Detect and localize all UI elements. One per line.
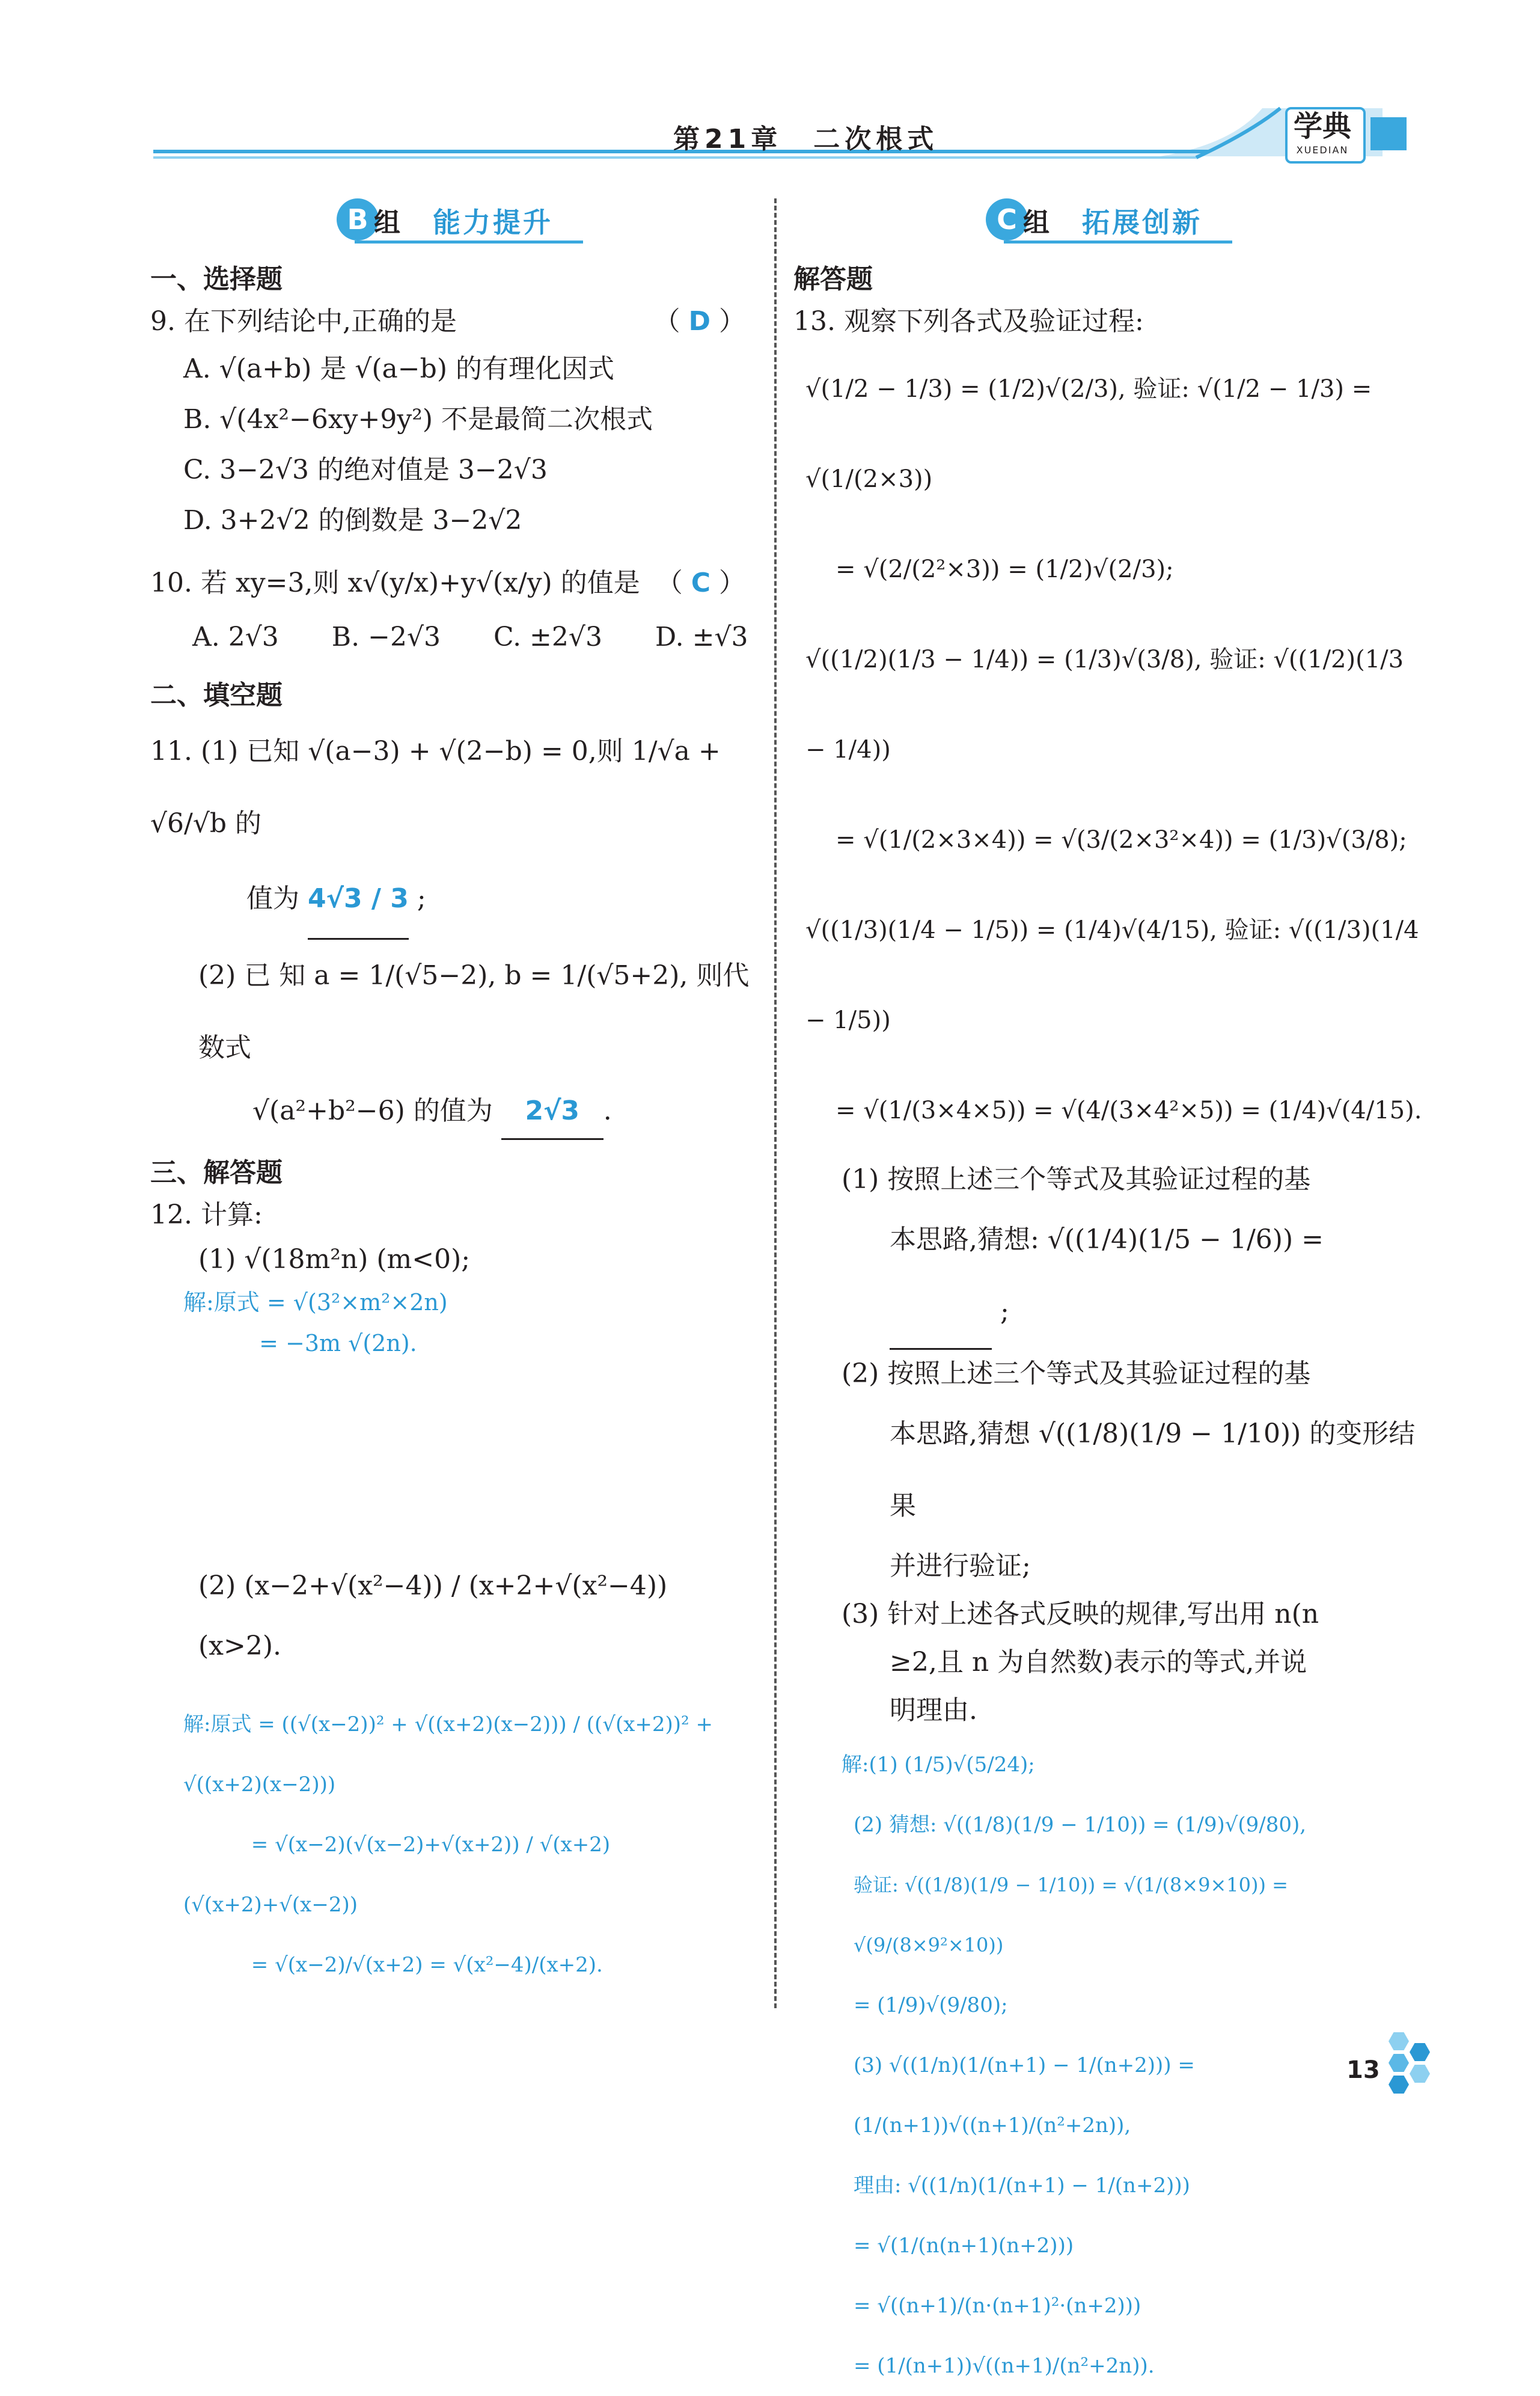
q13-solution-4: = (1/9)√(9/80); <box>854 1993 1008 2017</box>
logo-cn: 学典 <box>1293 109 1351 143</box>
q13-eq-3: √((1/2)(1/3 − 1/4)) = (1/3)√(3/8), 验证: √((1/2)(1/3 − 1/4)) <box>805 646 1404 764</box>
q11-part2-value: √(a²+b²−6) 的值为 2√3 . <box>150 1084 757 1140</box>
q11-part1-value: 值为 4√3 / 3 ; <box>150 860 757 940</box>
q13-sub1-guess-text: 本思路,猜想: √((1/4)(1/5 − 1/6)) = <box>890 1224 1324 1255</box>
q13-eq-2: = √(2/(2²×3)) = (1/2)√(2/3); <box>836 556 1174 583</box>
group-zu: 组 <box>374 207 400 238</box>
q13-solution-6: 理由: √((1/n)(1/(n+1) − 1/(n+2))) <box>854 2174 1190 2198</box>
q12-part1: (1) √(18m²n) (m<0); <box>198 1244 471 1275</box>
chapter-title: 第21章 二次根式 <box>673 124 939 155</box>
q9-answer-bracket: （ D ） <box>653 306 745 337</box>
q13-solution-8: = √((n+1)/(n·(n+1)²·(n+2))) <box>854 2294 1141 2318</box>
q13-text: 13. 观察下列各式及验证过程: <box>793 306 1144 337</box>
left-column <box>150 198 757 1995</box>
group-letter-badge: C <box>986 198 1028 241</box>
brand-logo <box>1283 108 1361 174</box>
q10-text: 10. 若 xy=3,则 x√(y/x)+y√(x/y) 的值是 <box>150 568 640 598</box>
section-solve: 解答题 <box>793 264 873 295</box>
q9-answer: D <box>688 306 710 337</box>
q11-part2-label: √(a²+b²−6) 的值为 <box>252 1095 493 1126</box>
question-10 <box>150 554 757 612</box>
q10-options: A. 2√3 B. −2√3 C. ±2√3 D. ±√3 <box>192 622 748 652</box>
q9-option-a: A. √(a+b) 是 √(a−b) 的有理化因式 <box>183 354 614 384</box>
group-letter-badge: B <box>337 198 379 241</box>
q10-answer: C <box>691 568 710 598</box>
question-9 <box>150 299 757 344</box>
q11-part2: (2) 已 知 a = 1/(√5−2), b = 1/(√5+2), 则代数式 <box>198 960 750 1063</box>
q12-part2-solution-line3: = √(x−2)/√(x+2) = √(x²−4)/(x+2). <box>183 1953 603 1977</box>
q13-eq-1: √(1/2 − 1/3) = (1/2)√(2/3), 验证: √(1/2 − 1/3) = √(1/(2×3)) <box>805 375 1372 493</box>
q11-part2-answer: 2√3 <box>501 1084 603 1140</box>
q12-part2-solution-line1: 解:原式 = ((√(x−2))² + √((x+2)(x−2))) / ((√(x+2))² + √((x+2)(x−2))) <box>183 1712 713 1797</box>
q13-sub3-line3: 明理由. <box>890 1695 977 1726</box>
q9-option-d: D. 3+2√2 的倒数是 3−2√2 <box>183 505 522 536</box>
section-choice: 一、选择题 <box>150 264 283 295</box>
right-column <box>793 198 1425 2396</box>
q11-part1-answer: 4√3 / 3 <box>308 860 409 940</box>
column-divider <box>774 198 777 2008</box>
q10-answer-bracket: （ C ） <box>656 568 745 598</box>
group-underline <box>355 241 583 244</box>
group-underline <box>1004 241 1232 244</box>
q13-solution-5: (3) √((1/n)(1/(n+1) − 1/(n+2))) = (1/(n+1))√((n+1)/(n²+2n)), <box>854 2053 1195 2137</box>
q13-eq-5: √((1/3)(1/4 − 1/5)) = (1/4)√(4/15), 验证: √((1/3)(1/4 − 1/5)) <box>805 916 1419 1034</box>
q13-sub1: (1) 按照上述三个等式及其验证过程的基 <box>842 1164 1311 1195</box>
q13-sub2-verify: 并进行验证; <box>890 1551 1031 1581</box>
page-header <box>0 0 1540 180</box>
q9-option-b: B. √(4x²−6xy+9y²) 不是最简二次根式 <box>183 404 653 435</box>
q13-sub1-blank <box>890 1276 992 1350</box>
q13-solution-7: = √(1/(n(n+1)(n+2))) <box>854 2234 1074 2258</box>
q12-text: 12. 计算: <box>150 1200 263 1230</box>
q13-sub3: (3) 针对上述各式反映的规律,写出用 n(n <box>842 1599 1319 1629</box>
q13-solution-1: 解:(1) (1/5)√(5/24); <box>842 1753 1035 1777</box>
q9-option-c: C. 3−2√3 的绝对值是 3−2√3 <box>183 455 548 485</box>
q11-part1: 11. (1) 已知 √(a−3) + √(2−b) = 0,则 1/√a + √6/√b 的 <box>150 736 721 839</box>
section-solve: 三、解答题 <box>150 1157 283 1188</box>
q13-sub2: (2) 按照上述三个等式及其验证过程的基 <box>842 1358 1311 1389</box>
group-b-heading <box>337 198 757 247</box>
q12-part2-solution-line2: = √(x−2)(√(x−2)+√(x+2)) / √(x+2)(√(x+2)+√(x−2)) <box>183 1833 611 1917</box>
group-zu: 组 <box>1023 207 1050 238</box>
q13-sub1-guess: 本思路,猜想: √((1/4)(1/5 − 1/6)) = ; <box>793 1204 1425 1350</box>
group-title: 拓展创新 <box>1082 206 1202 239</box>
q12-part1-solution-line1: 解:原式 = √(3²×m²×2n) <box>183 1289 448 1316</box>
section-fill: 二、填空题 <box>150 680 283 711</box>
q11-part1-label: 值为 <box>246 883 299 914</box>
q13-eq-6: = √(1/(3×4×5)) = √(4/(3×4²×5)) = (1/4)√(4/15). <box>836 1097 1422 1124</box>
q9-text: 9. 在下列结论中,正确的是 <box>150 306 457 337</box>
group-title: 能力提升 <box>433 206 553 239</box>
logo-en: XUEDIAN <box>1296 144 1349 156</box>
q13-sub3-line2: ≥2,且 n 为自然数)表示的等式,并说 <box>890 1647 1307 1678</box>
q13-solution-2: (2) 猜想: √((1/8)(1/9 − 1/10)) = (1/9)√(9/80), <box>854 1813 1307 1837</box>
q13-sub2-guess: 本思路,猜想 √((1/8)(1/9 − 1/10)) 的变形结果 <box>890 1418 1416 1521</box>
q13-solution-9: = (1/(n+1))√((n+1)/(n²+2n)). <box>854 2354 1155 2378</box>
group-c-heading <box>986 198 1425 247</box>
q12-part1-solution-line2: = −3m √(2n). <box>183 1330 417 1356</box>
page-number: 13 <box>1346 2056 1380 2084</box>
q13-solution-3: 验证: √((1/8)(1/9 − 1/10)) = √(1/(8×9×10)) = √(9/(8×9²×10)) <box>854 1874 1288 1956</box>
q13-eq-4: = √(1/(2×3×4)) = √(3/(2×3²×4)) = (1/3)√(3/8); <box>836 826 1407 854</box>
q12-part2: (2) (x−2+√(x²−4)) / (x+2+√(x²−4)) (x>2). <box>198 1570 668 1661</box>
